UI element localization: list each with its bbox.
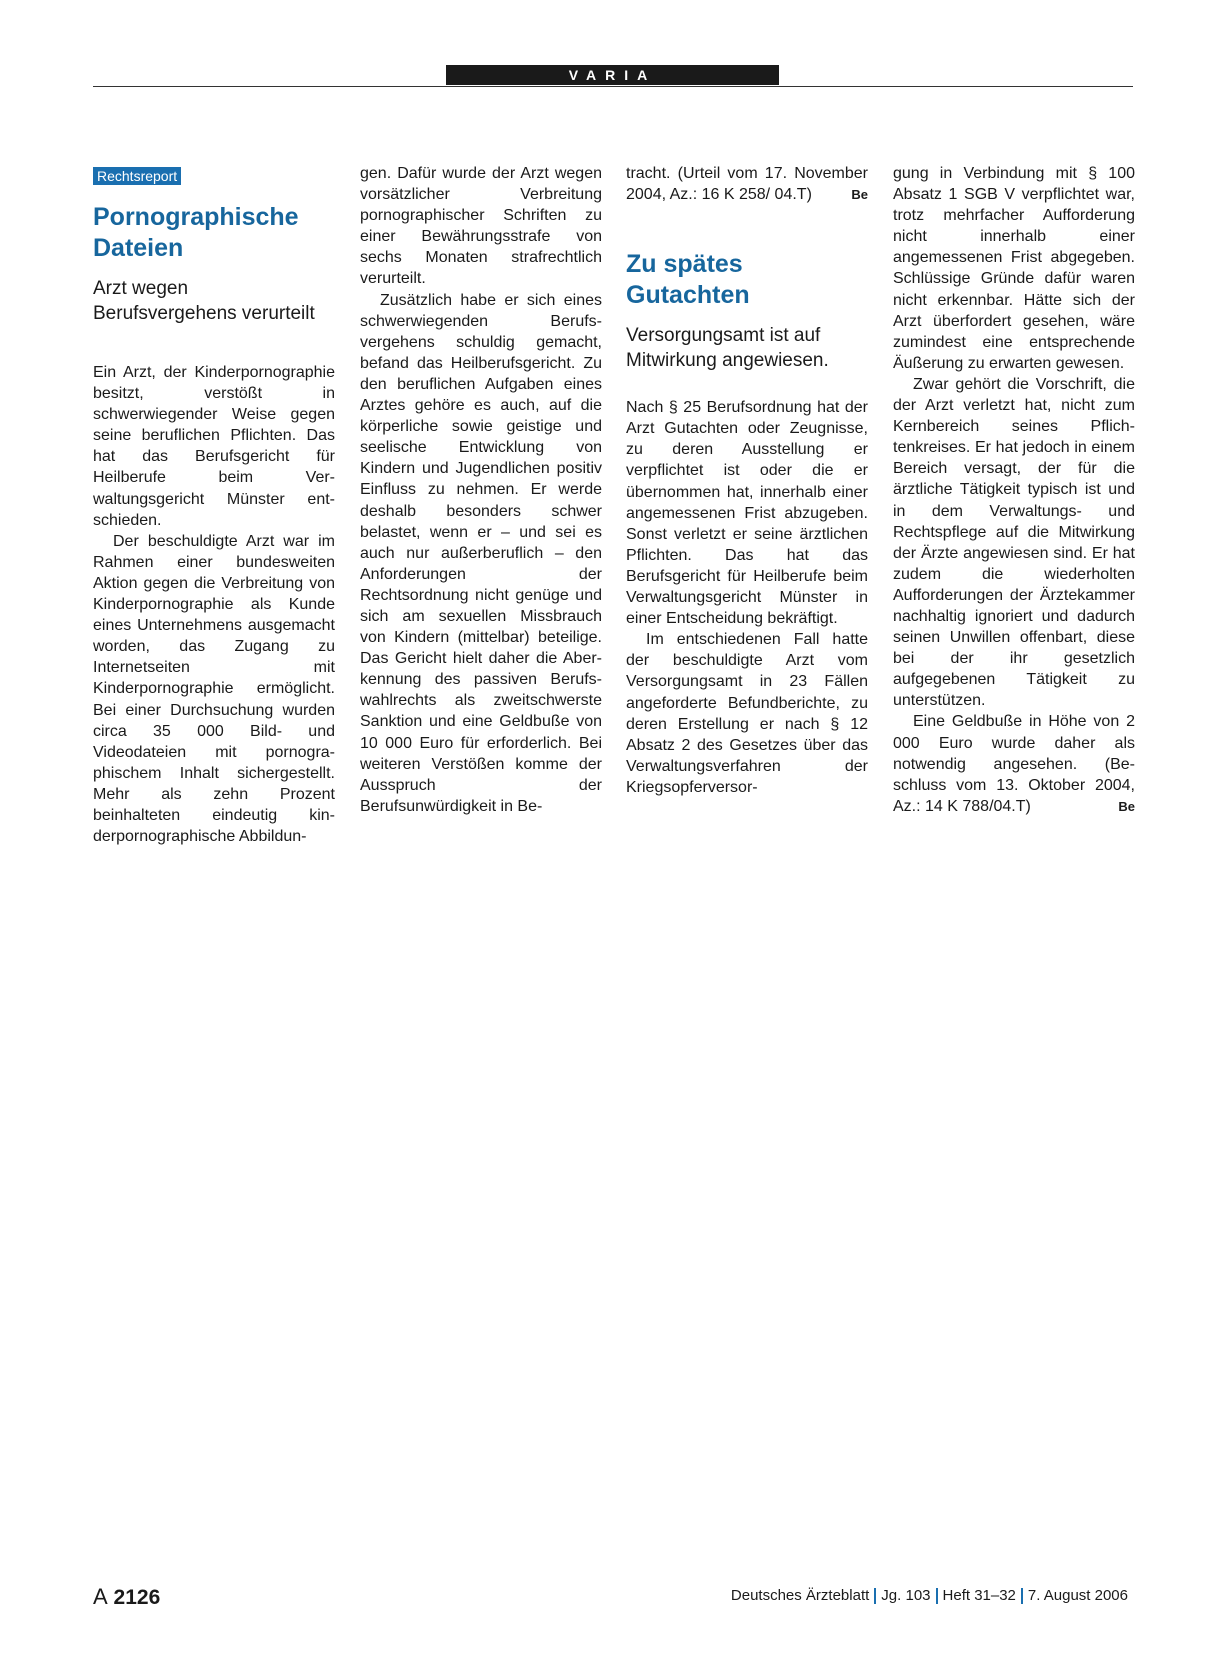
article2-subtitle: Versorgungsamt ist auf Mitwirkung angewiesen. (626, 325, 829, 372)
column-3 (626, 163, 868, 798)
article2-body-part1 (626, 397, 868, 798)
article1-body-part3 (626, 163, 868, 205)
article2-paragraph-2-start: Im entschiedenen Fall hatte der beschuldigte Arzt vom Versorgungsamt in 23 Fällen angeforderte Befundberichte, zu deren Erstellung er nach § 12 Absatz 2 des Gesetzes über das Verwaltungsverfahren der Kriegsopferversor- (626, 631, 868, 796)
article2-paragraph-2-end: gung in Verbindung mit § 100 Absatz 1 SGB V verpflichtet war, trotz mehrfacher Aufforderung nicht innerhalb einer angemessenen Frist abgegeben. Schlüssige Gründe dafür waren nicht erkennbar. Hätte sich der Arzt überfordert gesehen, wäre zumindest eine entsprechende Äußerung zu erwarten gewesen. (893, 165, 1135, 372)
journal-volume: Jg. 103 (881, 1587, 931, 1604)
journal-issue: Heft 31–32 (942, 1587, 1016, 1604)
page-prefix: A (93, 1584, 108, 1609)
article1-body-part1 (93, 362, 335, 847)
page-number-value: 2126 (113, 1586, 161, 1609)
column-1 (93, 163, 335, 847)
column-2 (360, 163, 602, 817)
article2-paragraph-1: Nach § 25 Berufsordnung hat der Arzt Gutachten oder Zeugnisse, zu deren Ausstellung er verpflichtet ist oder die er übernommen hat, innerhalb einer angemessenen Frist abzugeben. Sonst verletzt er seine ärztlichen Pflichten. Das hat das Berufsgericht für Heilberufe beim Verwaltungsgericht Münster in einer Entscheidung bekräftigt. (626, 399, 868, 628)
article2-paragraph-4-text: Eine Geldbuße in Höhe von 2 000 Euro wurde daher als notwendig angesehen. (Beschluss vom 13. Oktober 2004, Az.: 14 K 788/04.T) (893, 713, 1135, 815)
article1-signature: Be (851, 187, 868, 203)
article1-paragraph-2-end: gen. Dafür wurde der Arzt wegen vorsätzlicher Verbreitung pornographischer Schriften zu einer Bewährungsstrafe von sechs Monaten strafrechtlich verurteilt. (360, 165, 602, 288)
kicker-badge: Rechtsreport (93, 167, 181, 185)
article2-signature: Be (1118, 798, 1135, 814)
header-rule (93, 86, 1133, 87)
article1-title: Pornographische Dateien (93, 203, 299, 262)
article1-body-part2 (360, 163, 602, 817)
page-number (93, 1584, 160, 1610)
article1-paragraph-2-start: Der beschuldigte Arzt war im Rahmen einer bundesweiten Aktion gegen die Verbreitung von Kinderpornographie als Kunde eines Unternehmens ausgemacht worden, das Zugang zu Internetseiten mit Kinderpornographie ermöglicht. Bei einer Durchsuchung wurden circa 35 000 Bild- und Videodateien mit pornographischem Inhalt sichergestellt. Mehr als zehn Prozent beinhalteten eindeutig kinderpornographische Abbildun- (93, 532, 335, 846)
separator (1021, 1588, 1023, 1604)
article2-paragraph-4 (893, 711, 1135, 816)
article1-paragraph-3-start: Zusätzlich habe er sich eines schwerwiegenden Berufsvergehens schuldig gemacht, befand das Heilberufsgericht. Zu den beruflichen Aufgaben eines Arztes gehöre es auch, auf die körperliche sowie geistige und seelische Entwicklung von Kindern und Jugendlichen positiv Einfluss zu nehmen. Er werde deshalb besonders schwer belastet, wenn er – und sei es auch nur außerberuflich – den Anforderungen der Rechtsordnung nicht genüge und sich am sexuellen Missbrauch von Kindern (mittelbar) beteilige. Das Gericht hielt daher die Aberkennung des passiven Berufswahlrechts als zweitschwerste Sanktion und eine Geldbuße von 10 000 Euro für erforderlich. Bei weiteren Verstößen komme der Ausspruch der Berufsunwürdigkeit in Be- (360, 291, 602, 815)
separator (936, 1588, 938, 1604)
article2-title: Zu spätes Gutachten (626, 250, 750, 310)
journal-date: 7. August 2006 (1027, 1587, 1128, 1604)
column-4 (893, 163, 1135, 817)
section-label: VARIA (446, 65, 779, 85)
article1-paragraph-3-end: tracht. (Urteil vom 17. November 2004, Az.: 16 K 258/ 04.T) Be (626, 163, 868, 205)
article2-body-part2 (893, 163, 1135, 817)
article1-paragraph-1: Ein Arzt, der Kinderpornographie besitzt, verstößt in schwerwiegender Weise gegen seine beruflichen Pflichten. Das hat das Berufsgericht für Heilberufe beim Verwaltungsgericht Münster entschieden. (93, 364, 335, 529)
journal-name: Deutsches Ärzteblatt (730, 1587, 870, 1604)
journal-info (731, 1587, 1128, 1604)
article2-paragraph-3: Zwar gehört die Vorschrift, die der Arzt verletzt hat, nicht zum Kernbereich seines Pflichtenkreises. Er hat jedoch in einem Bereich versagt, der für die ärztliche Tätigkeit typisch ist und in dem Verwaltungs- und Rechtspflege auf die Mitwirkung der Ärzte angewiesen sind. Er hat zudem die wiederholten Aufforderungen der Ärztekammer nachhaltig ignoriert und dadurch seinen Unwillen offenbart, diese bei der ihr gesetzlich aufgegebenen Tätigkeit zu unterstützen. (893, 375, 1135, 710)
article1-subtitle: Arzt wegen Berufsvergehens verurteilt (93, 278, 315, 324)
separator (874, 1588, 876, 1604)
